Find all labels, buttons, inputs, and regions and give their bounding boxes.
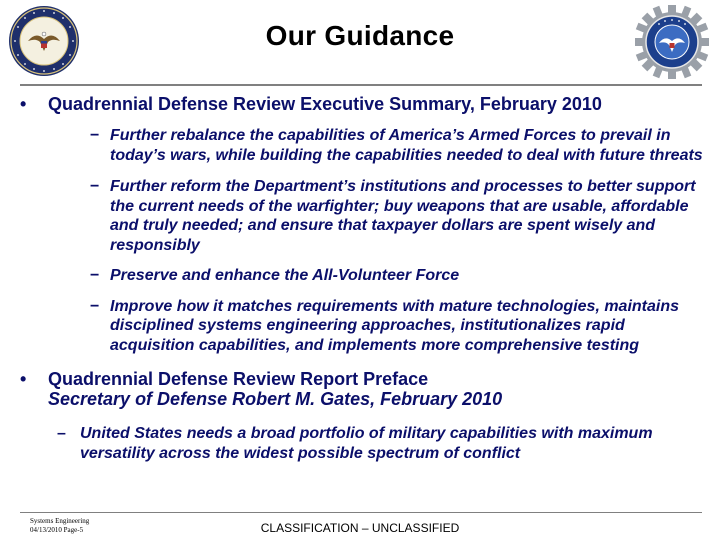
sub-bullet-dash: − xyxy=(90,127,100,144)
bullet-text: Quadrennial Defense Review Executive Summary, February 2010 xyxy=(48,94,602,114)
bullet-text-line2: Secretary of Defense Robert M. Gates, February 2010 xyxy=(48,389,503,409)
bullet-marker: • xyxy=(20,369,27,389)
sub-bullet-item xyxy=(0,126,720,165)
sub-bullet-text: United States needs a broad portfolio of military capabilities with maximum versatility across the widest possible spectrum of conflict xyxy=(80,425,653,462)
header-divider xyxy=(20,84,702,86)
bullet-item xyxy=(0,94,720,114)
sub-bullet-item xyxy=(0,177,720,255)
sub-bullet-dash: – xyxy=(57,425,66,442)
sub-bullet-text: Further rebalance the capabilities of America’s Armed Forces to prevail in today’s wars, while building the capabilities needed to deal with future threats xyxy=(110,127,703,164)
sub-bullet-item xyxy=(0,266,720,286)
slide-body xyxy=(0,90,720,463)
sub-bullet-text: Further reform the Department’s institutions and processes to better support the current needs of the warfighter; buy weapons that are usable, affordable and truly needed; and ensure that taxpayer dollars are spent wisely and responsibly xyxy=(110,178,696,254)
sub-bullet-dash: − xyxy=(90,297,100,315)
footer-divider xyxy=(20,512,702,513)
sub-bullet-text: Preserve and enhance the All-Volunteer Force xyxy=(110,267,460,284)
sub-bullet-dash: − xyxy=(90,267,100,284)
bullet-item xyxy=(0,369,720,409)
bullet-text xyxy=(48,369,708,409)
page-title: Our Guidance xyxy=(265,20,455,51)
footer-meta-line2: 04/13/2010 Page-5 xyxy=(30,526,84,534)
classification-label: CLASSIFICATION – UNCLASSIFIED xyxy=(260,521,460,535)
ddr-e-seal-icon xyxy=(635,5,709,79)
sub-bullet-item xyxy=(0,424,720,463)
sub-bullet-dash: − xyxy=(90,178,100,195)
sub-bullet-item xyxy=(0,297,720,356)
sub-bullet-text: Improve how it matches requirements with mature technologies, maintains disciplined systems engineering approaches, institutionalizes rapid acquisition capabilities, and implements more comprehensive testing xyxy=(110,297,680,354)
bullet-text-line1: Quadrennial Defense Review Report Preface xyxy=(48,369,429,389)
footer-meta-line1: Systems Engineering xyxy=(30,517,90,525)
bullet-marker: • xyxy=(20,94,27,114)
